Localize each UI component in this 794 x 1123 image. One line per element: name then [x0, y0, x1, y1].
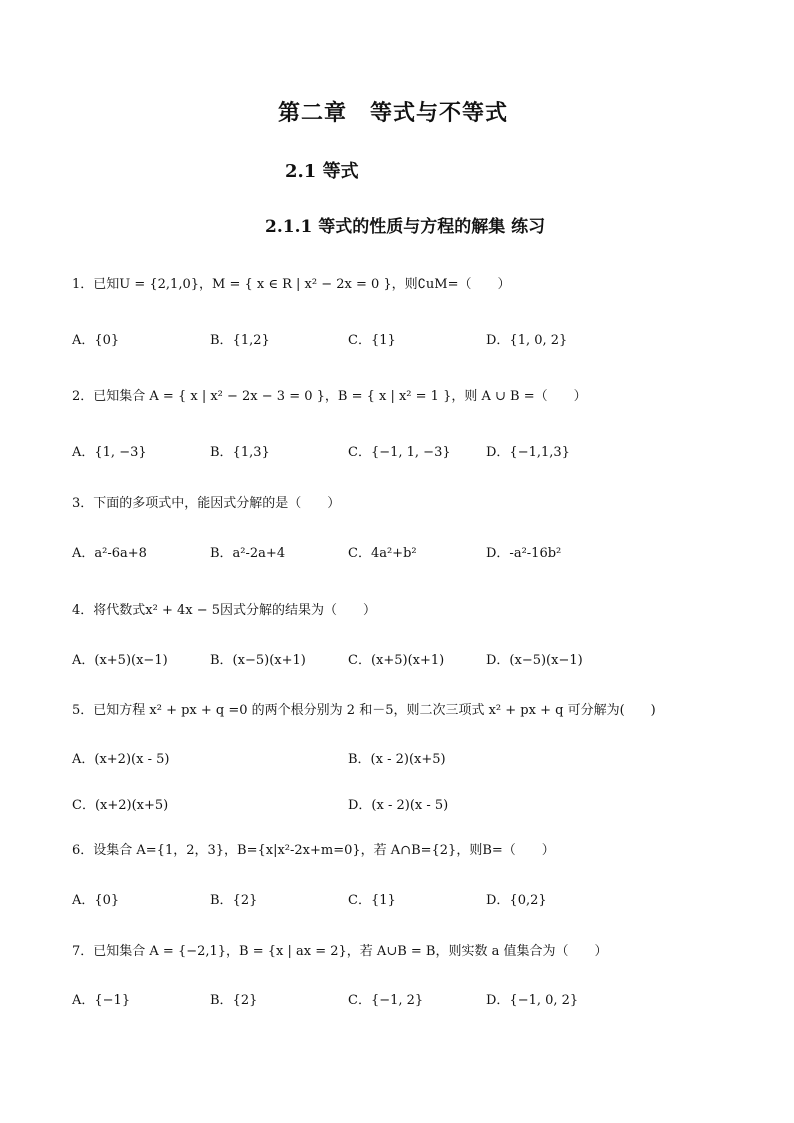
question-6-stem: 6．设集合 A={1，2，3}，B={x|x²-2x+m=0}，若 A∩B={2}，则B=（ ） — [72, 843, 555, 858]
question-6-option-b: B．{2} — [210, 893, 258, 908]
question-4-stem: 4．将代数式x² + 4x − 5因式分解的结果为（ ） — [72, 603, 377, 618]
question-1-option-d: D．{1, 0, 2} — [486, 333, 568, 348]
chapter-title: 第二章 等式与不等式 — [278, 100, 509, 126]
question-3-option-b: B．a²-2a+4 — [210, 546, 286, 561]
question-3-option-c: C．4a²+b² — [348, 546, 417, 561]
question-4-option-a: A．(x+5)(x−1) — [72, 653, 168, 668]
question-4-option-d: D．(x−5)(x−1) — [486, 653, 583, 668]
question-4-option-b: B．(x−5)(x+1) — [210, 653, 306, 668]
question-5-option-b: B．(x - 2)(x+5) — [348, 752, 446, 767]
question-2-option-b: B．{1,3} — [210, 445, 270, 460]
question-5-option-a: A．(x+2)(x - 5) — [72, 752, 170, 767]
question-5-stem: 5．已知方程 x² + px + q =0 的两个根分别为 2 和－5，则二次三项式 x² + px + q 可分解为( ) — [72, 703, 656, 718]
subsection-title: 2.1.1 等式的性质与方程的解集 练习 — [265, 217, 546, 237]
question-2-option-d: D．{−1,1,3} — [486, 445, 570, 460]
question-6-option-c: C．{1} — [348, 893, 396, 908]
question-5-option-c: C．(x+2)(x+5) — [72, 798, 169, 813]
question-7-option-d: D．{−1, 0, 2} — [486, 993, 579, 1008]
question-3-option-d: D．-a²-16b² — [486, 546, 562, 561]
question-7-option-a: A．{−1} — [72, 993, 131, 1008]
question-6-option-a: A．{0} — [72, 893, 120, 908]
question-1-option-c: C．{1} — [348, 333, 396, 348]
question-7-option-c: C．{−1, 2} — [348, 993, 424, 1008]
question-5-option-d: D．(x - 2)(x - 5) — [348, 798, 449, 813]
section-title: 2.1 等式 — [285, 161, 359, 182]
question-3-option-a: A．a²-6a+8 — [72, 546, 147, 561]
question-1-stem: 1．已知U = {2,1,0}，M = { x ∈ R | x² − 2x = 0 }，则∁uM=（ ） — [72, 277, 511, 292]
question-2-stem: 2．已知集合 A = { x | x² − 2x − 3 = 0 }，B = { x | x² = 1 }，则 A ∪ B =（ ） — [72, 389, 587, 404]
question-1-option-b: B．{1,2} — [210, 333, 270, 348]
question-4-option-c: C．(x+5)(x+1) — [348, 653, 445, 668]
question-6-option-d: D．{0,2} — [486, 893, 547, 908]
question-3-stem: 3．下面的多项式中，能因式分解的是（ ） — [72, 496, 341, 511]
question-1-option-a: A．{0} — [72, 333, 120, 348]
question-7-stem: 7．已知集合 A = {−2,1}，B = {x | ax = 2}，若 A∪B = B，则实数 a 值集合为（ ） — [72, 944, 608, 959]
question-7-option-b: B．{2} — [210, 993, 258, 1008]
question-2-option-a: A．{1, −3} — [72, 445, 147, 460]
question-2-option-c: C．{−1, 1, −3} — [348, 445, 451, 460]
